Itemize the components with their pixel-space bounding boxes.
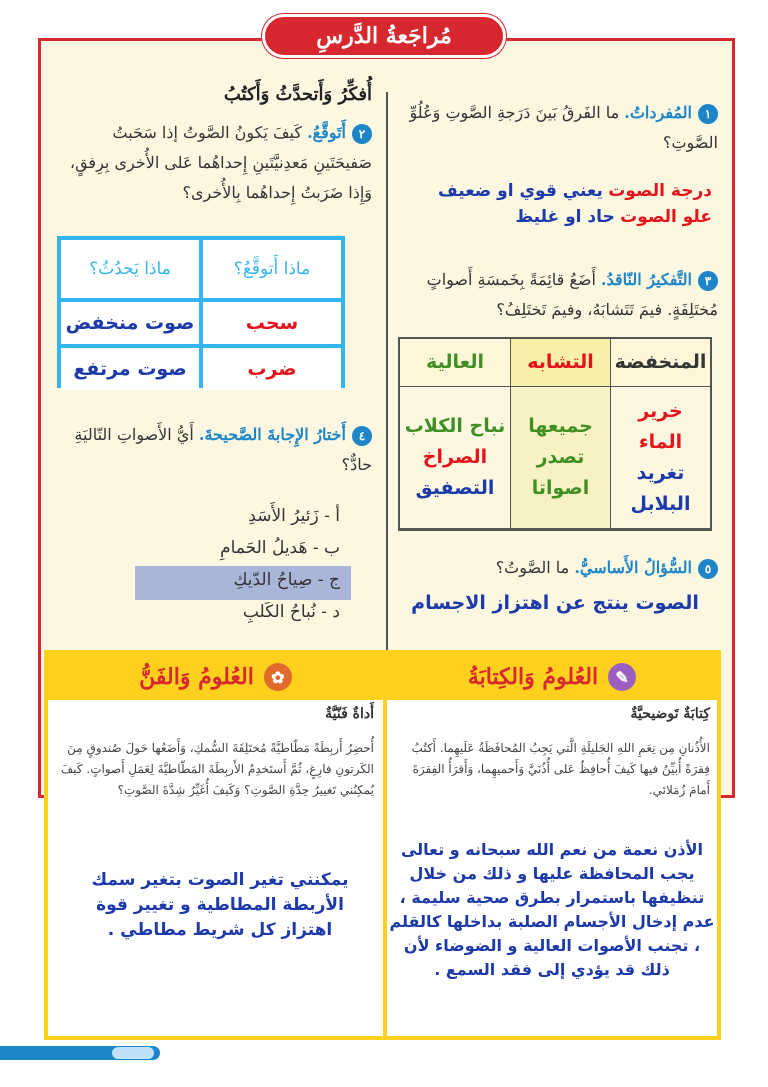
art-answer: يمكنني تغير الصوت بتغير سمك الأربطة المطاطية و تغيير قوة اهتزاز كل شريط مطاطي . (91, 870, 349, 940)
question-text: كَيفَ يَكونُ الصَّوتُ إذا سَحَبتُ صَفيحَتَينِ مَعدِنيَّتَينِ إِحداهُما عَلى الأُخرى بِرِفقٍ، وَإِذا ضَرَبتُ إِحداهُما بِالأُخرى؟ (69, 123, 372, 202)
question-number-badge: ٤ (352, 426, 372, 446)
cell-line: التصفيق (415, 477, 495, 499)
writing-subtitle: كِتابَةٌ تَوضيحيَّةٌ (630, 706, 710, 722)
table-cell-similar (510, 387, 610, 529)
question-number-badge: ٣ (698, 271, 718, 291)
cell-line: جميعها (528, 415, 593, 437)
table-cell-low (610, 387, 710, 529)
choice-option[interactable]: د - نُباحُ الكَلبِ (242, 602, 340, 622)
footer-bar-accent (112, 1047, 154, 1059)
writing-panel-title: العُلومُ وَالكِتابَةُ (467, 664, 599, 690)
cell-line: نباح الكلاب (404, 415, 506, 437)
table-cell-expect: ضرب (203, 348, 341, 390)
question-5 (398, 553, 718, 583)
art-panel-header (48, 654, 383, 700)
cell-line: اصواتا (531, 477, 590, 499)
question-text: ما الصَّوتُ؟ (495, 558, 570, 577)
answer-5: الصوت ينتج عن اهتزاز الاجسام (411, 592, 699, 614)
section-heading: أُفكِّرُ وَأَتحدَّثُ وَأَكتُبُ (223, 84, 372, 105)
question-number-badge: ١ (698, 104, 718, 124)
cell-line: تغريد (636, 461, 685, 484)
art-palette-icon: ✿ (264, 663, 292, 691)
writing-panel (387, 654, 717, 700)
question-label: التَّفكيرُ النّاقدُ. (601, 270, 692, 289)
question-2 (60, 118, 372, 208)
table-cell-high (400, 387, 510, 529)
panel-divider (383, 654, 387, 1036)
choice-option[interactable]: ب - هَديلُ الحَمامِ (220, 538, 340, 558)
art-prompt: أُحضِرُ أَربِطَةً مَطّاطيَّةً مُختَلِفَةَ السُّمكِ، وَأَضَعُها حَولَ صُندوقٍ مِنَ الكَرتونِ فارِغٍ، ثُمَّ أَستَخدِمُ الأَربِطَةَ المَطّاطيَّةَ لِعَمَلِ أَصواتٍ. كَيفَ يُمكِنُني تَغييرُ حِدَّةِ الصَّوتِ؟ وَكَيفَ أُغَيِّرُ شِدَّةَ الصَّوتِ؟ (60, 741, 374, 797)
question-label: أَختارُ الإِجابةَ الصَّحيحةَ. (198, 425, 346, 444)
art-panel-title: العُلومُ وَالفَنُّ (139, 664, 254, 690)
table-header-low: المنخفضة (610, 339, 710, 387)
expect-table (57, 236, 345, 388)
question-label: أَتَوقَّعُ. (307, 123, 346, 142)
art-panel (48, 654, 383, 700)
choice-list (150, 500, 340, 628)
table-cell-expect: سحب (203, 302, 341, 344)
answer-term: درجة الصوت (608, 181, 712, 201)
page-title: مُراجَعةُ الدَّرسِ (262, 14, 506, 58)
table-header-happens: ماذا يَحدُثُ؟ (61, 240, 199, 298)
table-header-similar: التشابه (510, 339, 610, 387)
answer-text: حاد او غليظ (515, 207, 615, 227)
question-text: ما الفَرقُ بَينَ دَرَجةِ الصَّوتِ وَعُلُوِّ الصَّوتِ؟ (409, 103, 718, 152)
question-label: المُفرداتُ. (624, 103, 692, 122)
question-1 (398, 98, 718, 158)
cell-line: الماء (638, 430, 683, 453)
question-4 (60, 420, 372, 480)
cell-line: البلابل (630, 492, 691, 515)
choice-option-selected[interactable]: ج - صِياحُ الدّيكِ (233, 570, 340, 590)
cell-line: خرير (638, 399, 683, 422)
writing-panel-header (387, 654, 717, 700)
question-number-badge: ٥ (698, 559, 718, 579)
writing-answer: الأذن نعمة من نعم الله سبحانه و تعالى يجب المحافظة عليها و ذلك من خلال تنظيفها باستمرار بطرق صحية سليمة ، عدم إدخال الأجسام الصلبة بداخلها كالقلم ، تجنب الأصوات العالية و الضوضاء لأن ذلك قد يؤدي إلى فقد السمع . (389, 840, 715, 979)
table-header-high: العالية (400, 339, 510, 387)
question-number-badge: ٢ (352, 124, 372, 144)
table-cell-happens: صوت منخفض (61, 302, 199, 344)
art-subtitle: أَداةٌ فَنّيَّةٌ (325, 706, 374, 722)
cell-line: تصدر (536, 446, 585, 468)
column-divider (386, 92, 388, 652)
table-header-expect: ماذا أَتوقَّعُ؟ (203, 240, 341, 298)
choice-option[interactable]: أ - زَئيرُ الأَسَدِ (248, 506, 340, 526)
table-cell-happens: صوت مرتفع (61, 348, 199, 390)
question-label: السُّؤالُ الأَساسيُّ. (574, 558, 692, 577)
question-text: أَضَعُ قائِمَةً بِخَمسَةِ أَصواتٍ مُختَلِفَةٍ. فيمَ تَتَشابَهُ، وفيمَ تَختَلِفُ؟ (426, 270, 718, 319)
cell-line: الصراخ (422, 446, 488, 468)
writing-icon: ✎ (608, 663, 636, 691)
sounds-table (398, 337, 712, 531)
answer-term: علو الصوت (620, 207, 712, 227)
writing-prompt: الأُذُنانِ مِن نِعَمِ اللهِ الجَليلَةِ الَّتي يَجِبُ المُحافَظَةُ عَلَيهِما. أَكتُبُ فِقرَةً أُبيِّنُ فيها كَيفَ أُحافِظُ عَلى أُذُنَيَّ وَأَحميهِما، وَأَقرَأُ الفِقرَةَ أَمامَ زُمَلائي. (411, 741, 710, 797)
answer-text: يعني قوي او ضعيف (438, 181, 603, 201)
question-3 (398, 265, 718, 325)
question-text: أَيُّ الأَصواتِ التّاليَةِ حادٌّ؟ (74, 425, 372, 474)
answer-1 (398, 178, 712, 230)
